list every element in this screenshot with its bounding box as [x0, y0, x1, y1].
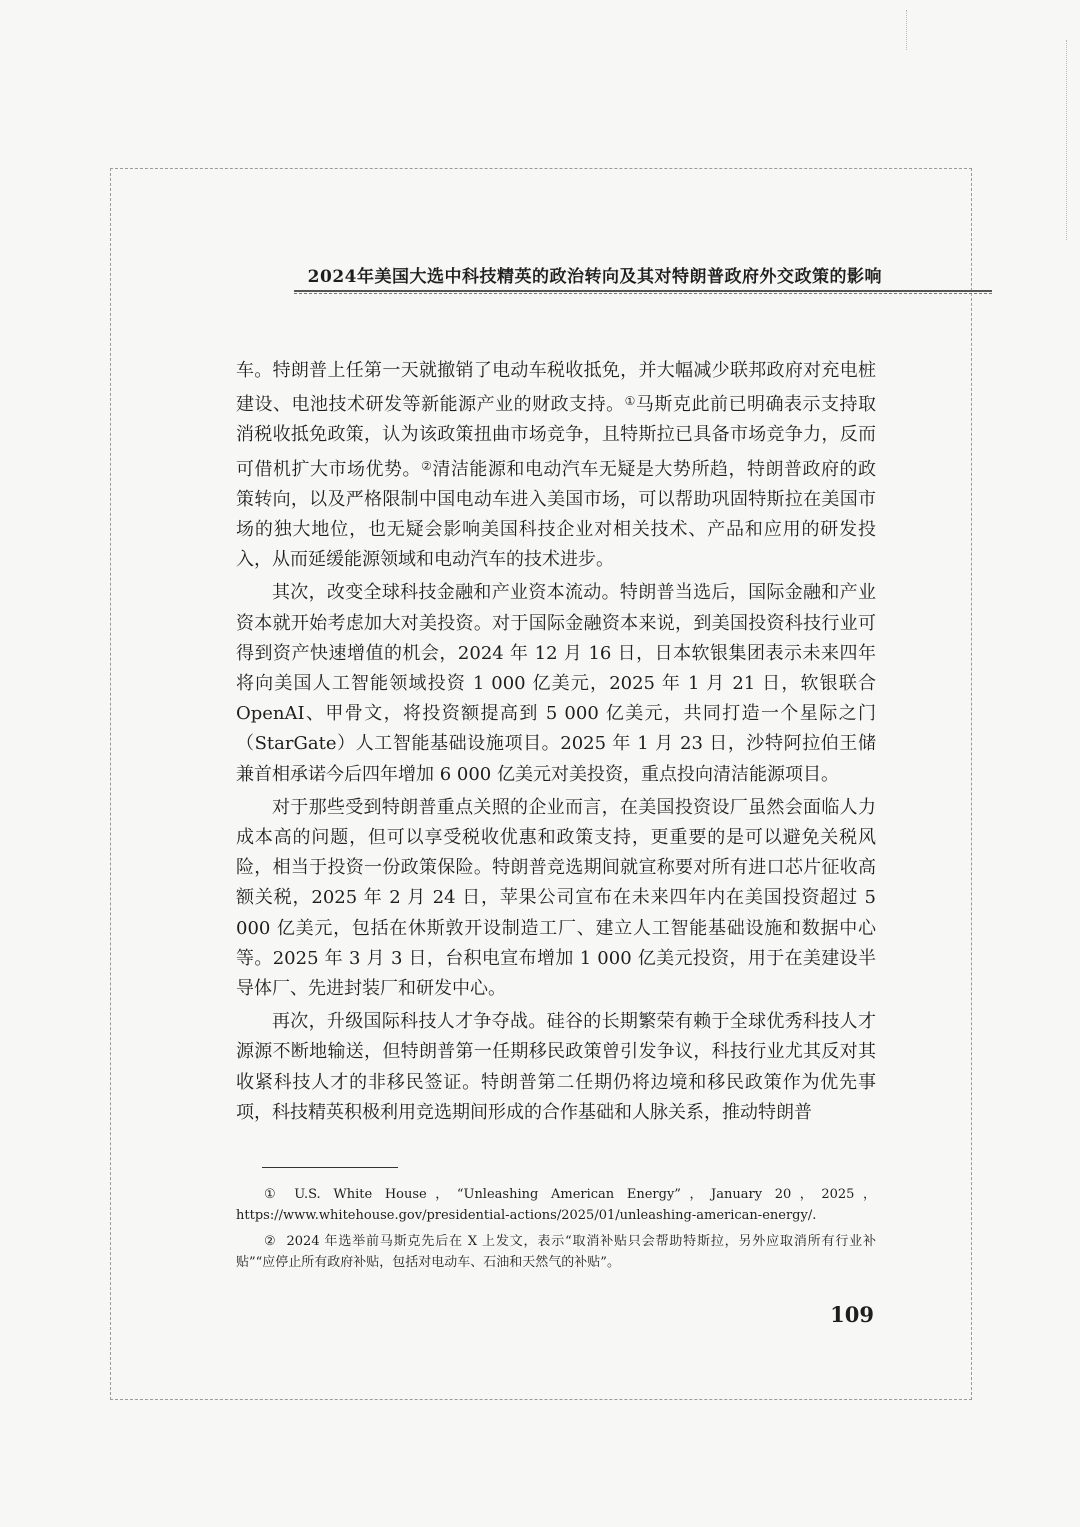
paragraph-1-part-c: 清洁能源和电动汽车无疑是大势所趋，特朗普政府的政策转向，以及严格限制中国电动车进入美国市场，可以帮助巩固特斯拉在美国市场的独大地位，也无疑会影响美国科技企业对相关技术、产品和应用的研发投入，从而延缓能源领域和电动汽车的技术进步。 — [236, 458, 876, 571]
paragraph-2: 其次，改变全球科技金融和产业资本流动。特朗普当选后，国际金融和产业资本就开始考虑加大对美投资。对于国际金融资本来说，到美国投资科技行业可得到资产快速增值的机会，2024 年 12 月 16 日，日本软银集团表示未来四年将向美国人工智能领域投资 1 000 亿美元，2025 年 1 月 21 日，软银联合 OpenAI、甲骨文，将投资额提高到 5 000 亿美元，共同打造一个星际之门（StarGate）人工智能基础设施项目。2025 年 1 月 23 日，沙特阿拉伯王储兼首相承诺今后四年增加 6 000 亿美元对美投资，重点投向清洁能源项目。 — [236, 582, 876, 785]
footnote-1-text: U.S. White House，“Unleashing American Energy”，January 20，2025，https://www.whitehouse.gov/presidential-actions/2025/01/unleashing-american-energy/. — [236, 1187, 876, 1223]
paragraph-3: 对于那些受到特朗普重点关照的企业而言，在美国投资设厂虽然会面临人力成本高的问题，但可以享受税收优惠和政策支持，更重要的是可以避免关税风险，相当于投资一份政策保险。特朗普竞选期间就宣称要对所有进口芯片征收高额关税，2025 年 2 月 24 日，苹果公司宣布在未来四年内在美国投资超过 5 000 亿美元，包括在休斯敦开设制造工厂、建立人工智能基础设施和数据中心等。2025 年 3 月 3 日，台积电宣布增加 1 000 亿美元投资，用于在美建设半导体厂、先进封装厂和研发中心。 — [236, 796, 876, 1000]
paragraph-1-part-a: 车。特朗普上任第一天就撤销了电动车税收抵免，并大幅减少联邦政府对充电桩建设、电池技术研发等新能源产业的财政支持。 — [236, 360, 876, 416]
footnote-ref-1[interactable]: ① — [624, 394, 636, 409]
footnote-ref-2[interactable]: ② — [421, 458, 433, 473]
body-text — [236, 356, 876, 1128]
footnote-1 — [236, 1184, 876, 1226]
scan-edge-mark — [906, 10, 907, 50]
footnote-2-text: 2024 年选举前马斯克先后在 X 上发文，表示“取消补贴只会帮助特斯拉，另外应取消所有行业补贴”“应停止所有政府补贴，包括对电动车、石油和天然气的补贴”。 — [236, 1234, 877, 1270]
footnotes — [236, 1184, 876, 1278]
footnote-1-number: ① — [264, 1187, 285, 1202]
paragraph-4: 再次，升级国际科技人才争夺战。硅谷的长期繁荣有赖于全球优秀科技人才源源不断地输送，但特朗普第一任期移民政策曾引发争议，科技行业尤其反对其收紧科技人才的非移民签证。特朗普第二任期仍将边境和移民政策作为优先事项，科技精英积极利用竞选期间形成的合作基础和人脉关系，推动特朗普 — [236, 1011, 876, 1123]
page-number: 109 — [830, 1302, 874, 1327]
running-header-title: 2024年美国大选中科技精英的政治转向及其对特朗普政府外交政策的影响 — [307, 267, 882, 287]
footnote-separator — [262, 1167, 398, 1168]
paragraph-1 — [236, 356, 876, 575]
scan-edge-mark — [1066, 40, 1067, 240]
header-rule — [294, 290, 992, 294]
paragraph-1-part-b: 马斯克此前已明确表示支持取消税收抵免政策，认为该政策扭曲市场竞争，且特斯拉已具备市场竞争力，反而可借机扩大市场优势。 — [236, 394, 877, 480]
footnote-2-number: ② — [264, 1234, 277, 1249]
footnote-2 — [236, 1231, 876, 1273]
